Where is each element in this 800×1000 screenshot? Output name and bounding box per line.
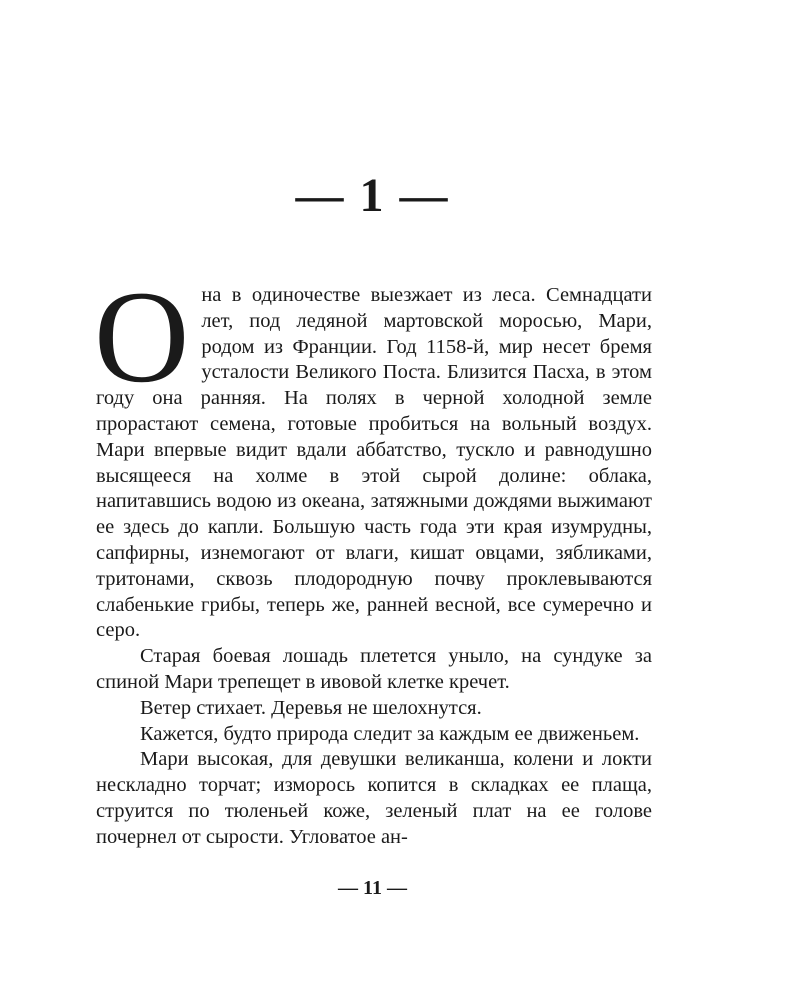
paragraph: Ветер стихает. Деревья не шелохнутся.: [140, 696, 482, 719]
drop-cap: О: [94, 263, 190, 410]
paragraph: Мари высокая, для девушки великанша, колени и локти нескладно торчат; изморось копится в складках ее плаща, струится по тюленьей коже, зеленый плат на ее голове почернел от сырости. Угловатое ан-: [96, 748, 652, 848]
page-number: — 11 —: [338, 877, 407, 899]
paragraph: Старая боевая лошадь плетется уныло, на сундуке за спиной Мари трепещет в ивовой клетке кречет.: [96, 645, 652, 693]
chapter-heading: — 1 —: [295, 169, 450, 222]
paragraph-first: [94, 263, 652, 644]
body-text: [94, 263, 652, 851]
paragraph: Кажется, будто природа следит за каждым ее движеньем.: [140, 722, 640, 745]
paragraph-text: на в одиночестве выезжает из леса. Семнадцати лет, под ледяной мартовской моросью, Мари, родом из Франции. Год 1158-й, мир несет бремя усталости Великого Поста. Близится Пасха, в этом году она ранняя. На полях в черной холодной земле прорастают семена, готовые пробиться на вольный воздух. Мари впервые видит вдали аббатство, тускло и равнодушно высящееся на холме в этой сырой долине: облака, напитавшись водою из океана, затяжными дождями выжимают ее здесь до капли. Большую часть года эти края изумрудны, сапфирны, изнемогают от влаги, кишат овцами, зябликами, тритонами, сквозь плодородную почву проклевываются слабенькие грибы, теперь же, ранней весной, все сумеречно и серо.: [96, 284, 652, 642]
